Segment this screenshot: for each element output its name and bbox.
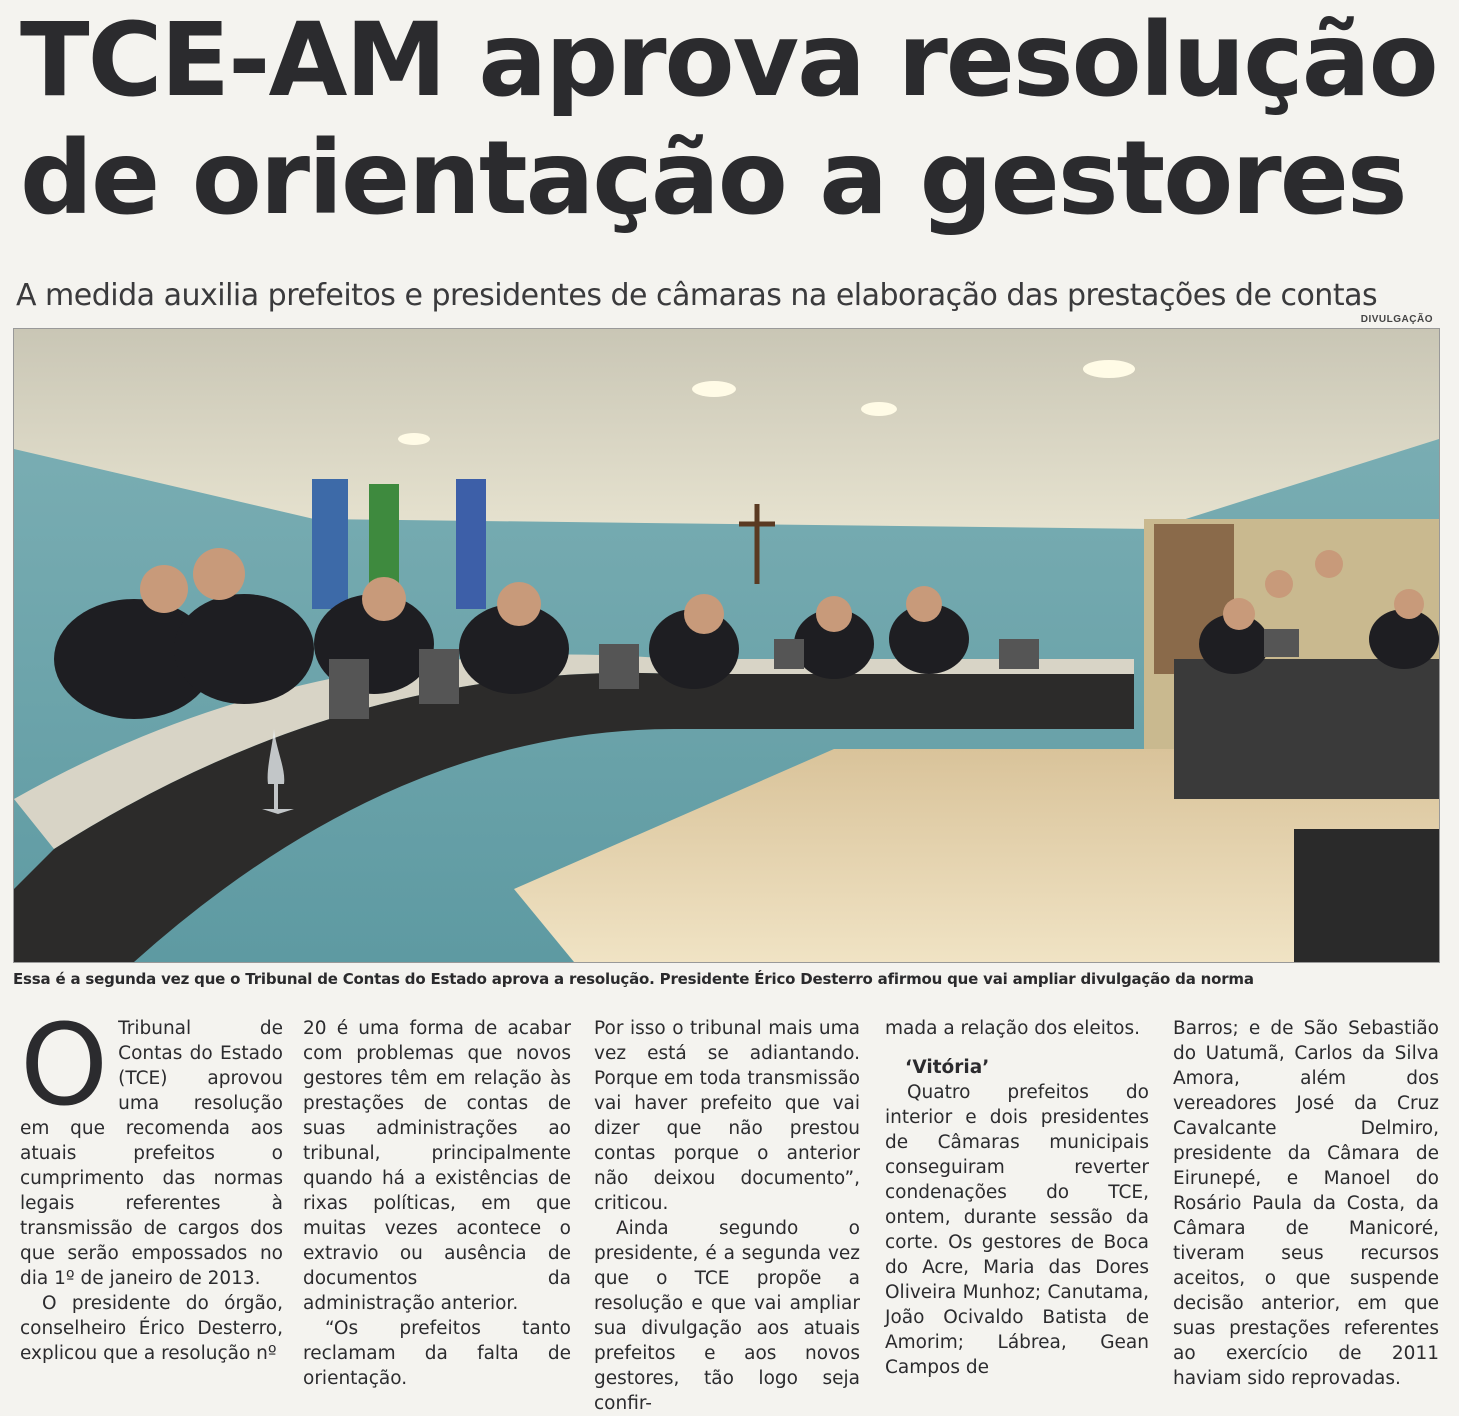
- article-paragraph: O presidente do órgão, conselheiro Érico Desterro, explicou que a resolução nº: [20, 1293, 283, 1364]
- article-paragraph: Barros; e de São Sebastião do Uatumã, Carlos da Silva Amora, além dos vereadores José da Cruz Cavalcante Delmiro, presidente da Câmara de Eirunepé, e Manoel do Rosário Paula da Costa, da Câmara de Manicoré, tiveram seus recursos aceitos, o que suspende decisão anterior, em que suas prestações referentes ao exercício de 2011 haviam sido reprovadas.: [1173, 1018, 1439, 1389]
- article-column-2: [303, 1016, 571, 1389]
- headline: [20, 2, 1450, 238]
- article-paragraph: Tribunal de Contas do Estado (TCE) aprovou uma resolução em que recomenda aos atuais prefeitos o cumprimento das normas legais referentes à transmissão de cargos dos que serão empossados no dia 1º de janeiro de 2013.: [20, 1018, 283, 1289]
- section-subhead: ‘Vitória’: [905, 1057, 990, 1078]
- article-paragraph: Por isso o tribunal mais uma vez está se adiantando. Porque em toda transmissão vai haver prefeito que vai dizer que não prestou contas porque o anterior não deixou documento”, criticou.: [594, 1018, 860, 1214]
- article-paragraph: Ainda segundo o presidente, é a segunda vez que o TCE propõe a resolução e que vai ampliar sua divulgação aos atuais prefeitos e aos novos gestores, tão logo seja confir-: [594, 1218, 860, 1414]
- drop-cap: O: [20, 1001, 109, 1131]
- article-column-1: [20, 1001, 283, 1364]
- headline-line-2: de orientação a gestores: [20, 119, 1406, 238]
- article-column-5: [1173, 1016, 1439, 1389]
- photo-caption: Essa é a segunda vez que o Tribunal de Contas do Estado aprova a resolução. Presidente Érico Desterro afirmou que vai ampliar divulgação da norma: [13, 970, 1254, 988]
- article-paragraph: 20 é uma forma de acabar com problemas que novos gestores têm em relação às prestações de contas de suas administrações ao tribunal, principalmente quando há a existências de rixas políticas, em que muitas vezes acontece o extravio ou ausência de documentos da administração anterior.: [303, 1018, 571, 1314]
- article-column-4: [885, 1016, 1149, 1378]
- courtroom-photo: [13, 328, 1440, 963]
- photo-credit: DIVULGAÇÃO: [1360, 314, 1433, 325]
- headline-line-1: TCE-AM aprova resolução: [20, 1, 1437, 120]
- article-paragraph: mada a relação dos eleitos.: [885, 1018, 1141, 1039]
- article-paragraph: “Os prefeitos tanto reclamam da falta de orientação.: [303, 1318, 571, 1389]
- article-column-3: [594, 1016, 860, 1414]
- subheadline: A medida auxilia prefeitos e presidentes de câmaras na elaboração das prestações de contas: [16, 278, 1378, 313]
- article-paragraph: Quatro prefeitos do interior e dois presidentes de Câmaras municipais conseguiram reverter condenações do TCE, ontem, durante sessão da corte. Os gestores de Boca do Acre, Maria das Dores Oliveira Munhoz; Canutama, João Ocivaldo Batista de Amorim; Lábrea, Gean Campos de: [885, 1082, 1149, 1378]
- courtroom-photo-illustration: [14, 329, 1439, 962]
